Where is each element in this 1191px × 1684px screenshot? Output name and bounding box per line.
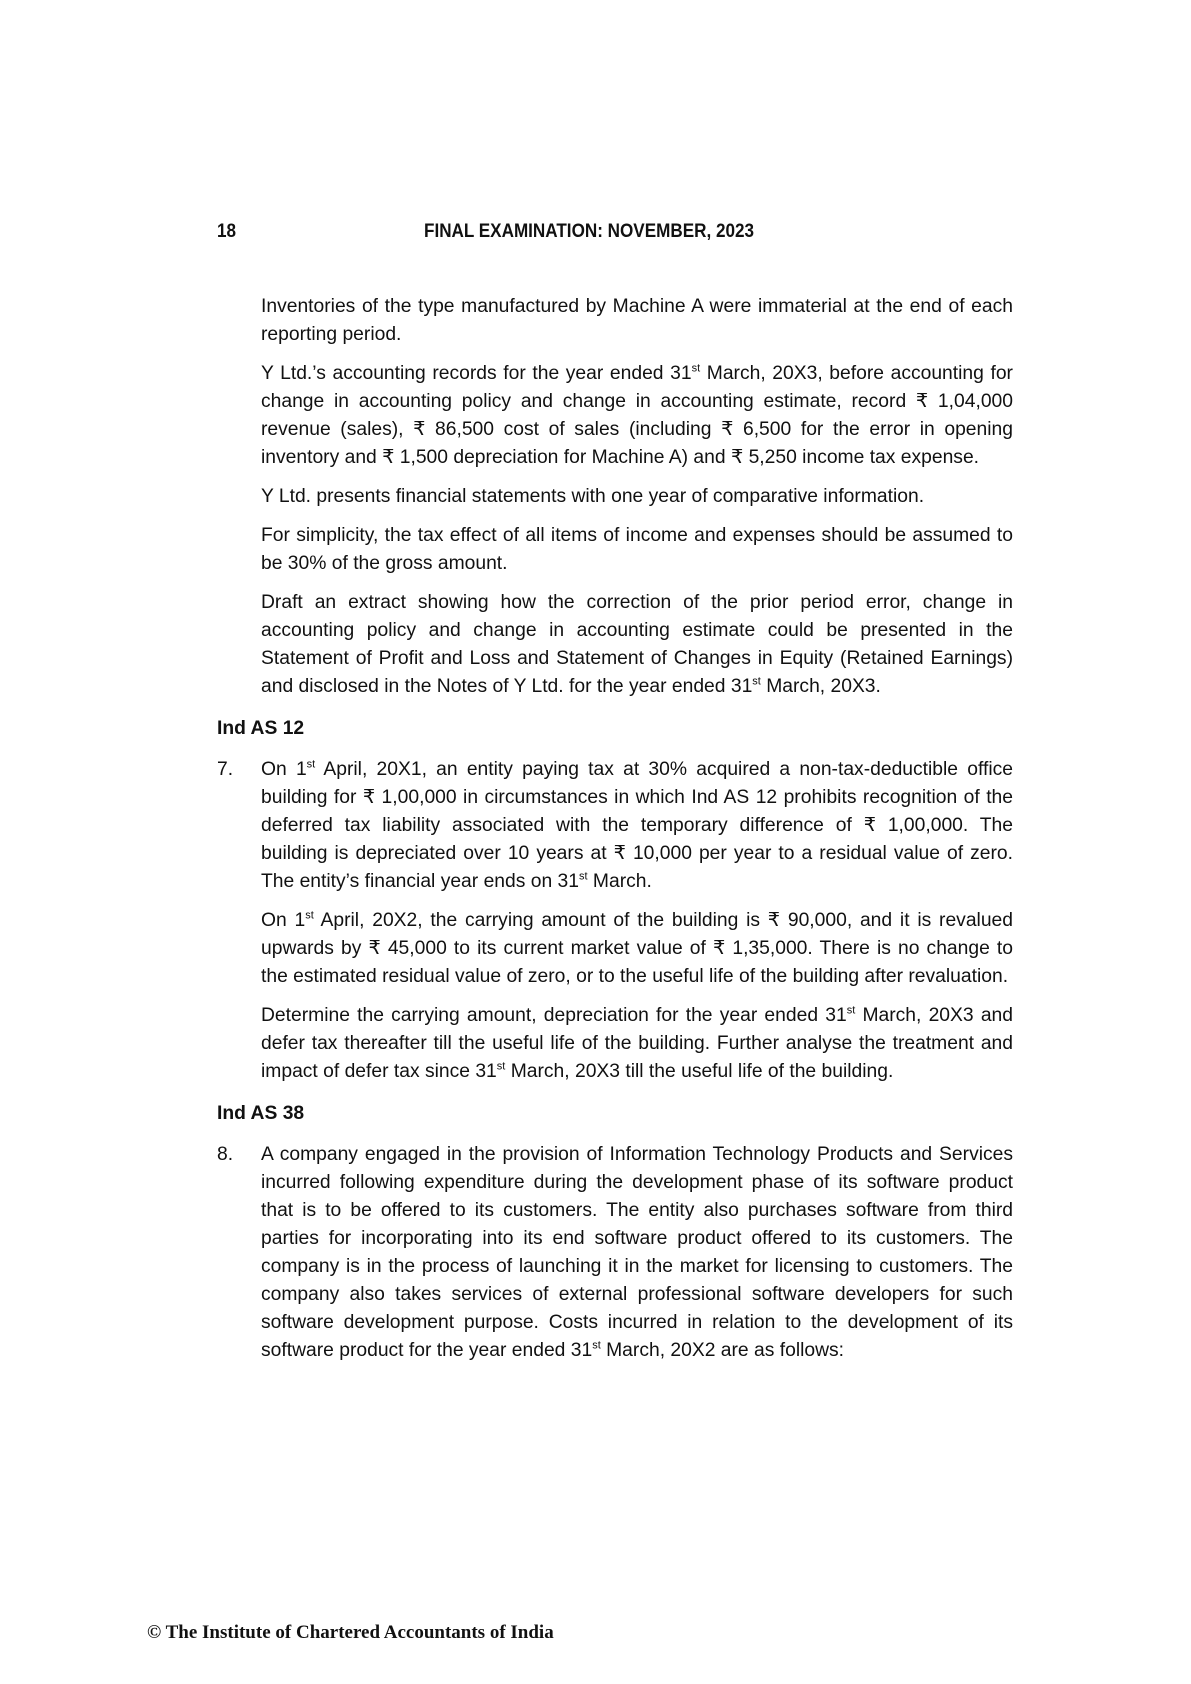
paragraph-determine-carrying-amount: Determine the carrying amount, depreciation for the year ended 31st March, 20X3 and defer tax thereafter till the useful life of the building. Further analyse the treatment and impact of defer tax since 31st March, 20X3 till the useful life of the building. [261,1004,1013,1082]
question-number: 7. [217,759,234,780]
exam-title: FINAL EXAMINATION: NOVEMBER, 2023 [424,221,755,242]
question-7 [217,756,1013,896]
question-8 [217,1141,1013,1365]
page-header [217,219,937,245]
page-body [217,293,1013,1376]
question-8-text: A company engaged in the provision of Information Technology Products and Services incurred following expenditure during the development phase of its software product that is to be offered to its customers. The entity also purchases software from third parties for incorporating into its end software product offered to its customers. The company is in the process of launching it in the market for licensing to customers. The company also takes services of external professional software developers for such software development purpose. Costs incurred in relation to the development of its software product for the year ended 31st March, 20X2 are as follows: [261,1144,1013,1361]
paragraph-comparative-info: Y Ltd. presents financial statements with one year of comparative information. [261,486,925,507]
paragraph-tax-effect: For simplicity, the tax effect of all items of income and expenses should be assumed to be 30% of the gross amount. [261,525,1013,574]
paragraph-draft-extract: Draft an extract showing how the correction of the prior period error, change in accounting policy and change in accounting estimate could be presented in the Statement of Profit and Loss and Statement of Changes in Equity (Retained Earnings) and disclosed in the Notes of Y Ltd. for the year ended 31st March, 20X3. [261,592,1013,697]
paragraph-accounting-records: Y Ltd.’s accounting records for the year ended 31st March, 20X3, before accounting for change in accounting policy and change in accounting estimate, record ₹ 1,04,000 revenue (sales), ₹ 86,500 cost of sales (including ₹ 6,500 for the error in opening inventory and ₹ 1,500 depreciation for Machine A) and ₹ 5,250 income tax expense. [261,362,1013,468]
page-number: 18 [217,221,237,242]
paragraph-revaluation: On 1st April, 20X2, the carrying amount of the building is ₹ 90,000, and it is revalued upwards by ₹ 45,000 to its current market value of ₹ 1,35,000. There is no change to the estimated residual value of zero, or to the useful life of the building after revaluation. [261,909,1013,987]
copyright-footer: © The Institute of Chartered Accountants of India [147,1622,554,1643]
question-number: 8. [217,1144,234,1165]
section-heading-ind-as-38: Ind AS 38 [217,1103,305,1124]
question-7-text: On 1st April, 20X1, an entity paying tax at 30% acquired a non-tax-deductible office building for ₹ 1,00,000 in circumstances in which Ind AS 12 prohibits recognition of the deferred tax liability associated with the temporary difference of ₹ 1,00,000. The building is depreciated over 10 years at ₹ 10,000 per year to a residual value of zero. The entity’s financial year ends on 31st March. [261,758,1013,892]
section-heading-ind-as-12: Ind AS 12 [217,718,305,739]
paragraph-inventories: Inventories of the type manufactured by Machine A were immaterial at the end of each reporting period. [261,296,1013,345]
